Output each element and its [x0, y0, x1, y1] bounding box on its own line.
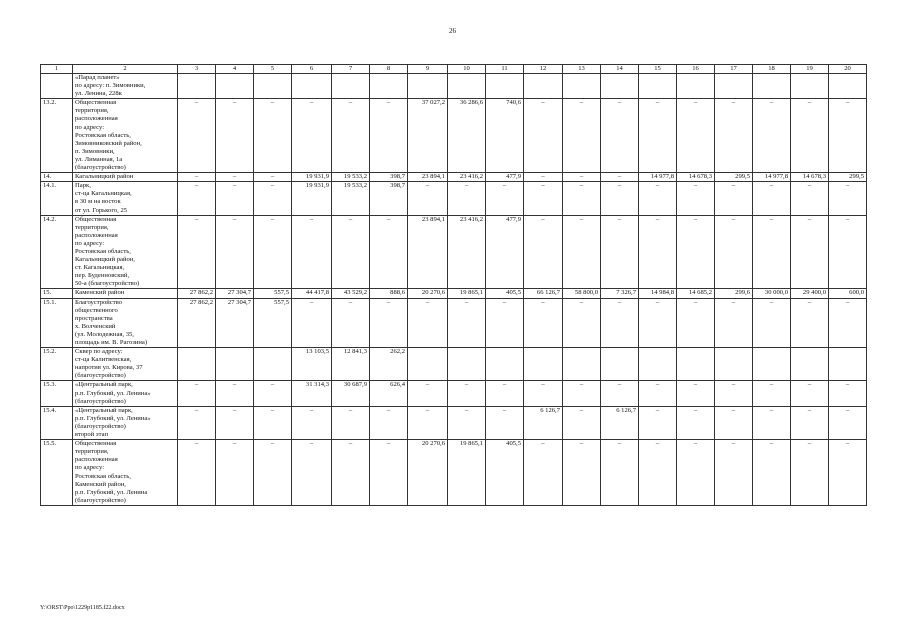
- value-cell: –: [292, 406, 332, 439]
- header-cell: 2: [73, 65, 178, 74]
- header-cell: 18: [753, 65, 791, 74]
- value-cell: –: [601, 381, 639, 406]
- value-cell: –: [601, 173, 639, 182]
- value-cell: –: [563, 440, 601, 506]
- value-cell: 58 800,0: [563, 289, 601, 298]
- value-cell: –: [791, 381, 829, 406]
- header-cell: 3: [178, 65, 216, 74]
- value-cell: –: [753, 440, 791, 506]
- value-cell: 19 533,2: [332, 173, 370, 182]
- value-cell: 398,7: [370, 173, 408, 182]
- value-cell: –: [563, 99, 601, 173]
- row-number: 15.5.: [41, 440, 73, 506]
- value-cell: –: [408, 406, 448, 439]
- value-cell: –: [791, 406, 829, 439]
- value-cell: [639, 74, 677, 99]
- value-cell: –: [715, 381, 753, 406]
- value-cell: [216, 74, 254, 99]
- value-cell: –: [254, 406, 292, 439]
- value-cell: –: [370, 298, 408, 348]
- header-cell: 6: [292, 65, 332, 74]
- value-cell: –: [178, 99, 216, 173]
- value-cell: 12 841,3: [332, 348, 370, 381]
- value-cell: –: [292, 298, 332, 348]
- header-cell: 20: [829, 65, 867, 74]
- value-cell: –: [448, 182, 486, 215]
- value-cell: –: [408, 381, 448, 406]
- value-cell: –: [791, 215, 829, 289]
- value-cell: –: [524, 298, 563, 348]
- value-cell: 27 304,7: [216, 289, 254, 298]
- header-cell: 17: [715, 65, 753, 74]
- value-cell: –: [254, 215, 292, 289]
- value-cell: –: [791, 99, 829, 173]
- value-cell: –: [677, 99, 715, 173]
- value-cell: –: [486, 182, 524, 215]
- value-cell: –: [370, 406, 408, 439]
- value-cell: 19 931,9: [292, 173, 332, 182]
- value-cell: 23 894,1: [408, 215, 448, 289]
- header-cell: 1: [41, 65, 73, 74]
- value-cell: –: [216, 406, 254, 439]
- value-cell: [486, 348, 524, 381]
- value-cell: [601, 348, 639, 381]
- value-cell: 740,6: [486, 99, 524, 173]
- value-cell: 13 103,5: [292, 348, 332, 381]
- value-cell: –: [486, 298, 524, 348]
- value-cell: –: [829, 99, 867, 173]
- value-cell: –: [715, 440, 753, 506]
- value-cell: –: [370, 440, 408, 506]
- value-cell: –: [563, 298, 601, 348]
- value-cell: [408, 74, 448, 99]
- value-cell: –: [254, 99, 292, 173]
- value-cell: [753, 74, 791, 99]
- value-cell: 19 533,2: [332, 182, 370, 215]
- value-cell: 23 894,1: [408, 173, 448, 182]
- table-row: [41, 173, 867, 182]
- row-number: 15.: [41, 289, 73, 298]
- value-cell: –: [524, 182, 563, 215]
- header-cell: 15: [639, 65, 677, 74]
- value-cell: [677, 348, 715, 381]
- value-cell: –: [601, 298, 639, 348]
- value-cell: –: [601, 182, 639, 215]
- row-name: Благоустройство общественного пространства х. Волченский (ул. Молодежная, 35, площадь им. В. Рагозина): [73, 298, 178, 348]
- value-cell: –: [829, 406, 867, 439]
- value-cell: [254, 348, 292, 381]
- table-row: [41, 348, 867, 381]
- value-cell: 7 326,7: [601, 289, 639, 298]
- row-number: 14.2.: [41, 215, 73, 289]
- value-cell: –: [524, 99, 563, 173]
- header-cell: 13: [563, 65, 601, 74]
- value-cell: –: [715, 298, 753, 348]
- value-cell: –: [639, 215, 677, 289]
- row-number: 13.2.: [41, 99, 73, 173]
- value-cell: 14 678,3: [677, 173, 715, 182]
- value-cell: –: [563, 215, 601, 289]
- value-cell: –: [178, 215, 216, 289]
- value-cell: –: [370, 99, 408, 173]
- value-cell: –: [791, 298, 829, 348]
- value-cell: [829, 74, 867, 99]
- value-cell: –: [486, 406, 524, 439]
- value-cell: –: [524, 173, 563, 182]
- value-cell: –: [677, 298, 715, 348]
- value-cell: 6 126,7: [601, 406, 639, 439]
- value-cell: 477,9: [486, 215, 524, 289]
- value-cell: –: [216, 440, 254, 506]
- value-cell: 14 678,3: [791, 173, 829, 182]
- header-cell: 5: [254, 65, 292, 74]
- value-cell: –: [254, 173, 292, 182]
- table-body: [41, 74, 867, 506]
- header-cell: 10: [448, 65, 486, 74]
- value-cell: –: [639, 99, 677, 173]
- row-number: 15.2.: [41, 348, 73, 381]
- row-number: 15.4.: [41, 406, 73, 439]
- row-name: «Парад планет» по адресу: п. Зимовники, ул. Ленина, 228к: [73, 74, 178, 99]
- value-cell: –: [829, 440, 867, 506]
- value-cell: [677, 74, 715, 99]
- row-name: Общественная территория, расположенная по адресу: Ростовская область, Каменский район, р.п. Глубокий, ул. Ленина (благоустройство): [73, 440, 178, 506]
- value-cell: –: [829, 381, 867, 406]
- value-cell: –: [216, 182, 254, 215]
- row-name: Парк, ст-ца Кагальницкая, в 30 м на восток от ул. Горького, 25: [73, 182, 178, 215]
- value-cell: –: [332, 215, 370, 289]
- value-cell: –: [448, 298, 486, 348]
- value-cell: –: [254, 182, 292, 215]
- value-cell: –: [524, 440, 563, 506]
- value-cell: 262,2: [370, 348, 408, 381]
- value-cell: 405,5: [486, 440, 524, 506]
- value-cell: –: [216, 381, 254, 406]
- header-cell: 8: [370, 65, 408, 74]
- table-row: [41, 440, 867, 506]
- value-cell: –: [486, 381, 524, 406]
- row-name: Кагальницкий район: [73, 173, 178, 182]
- value-cell: [486, 74, 524, 99]
- row-number: [41, 74, 73, 99]
- value-cell: –: [677, 381, 715, 406]
- value-cell: [370, 74, 408, 99]
- value-cell: –: [563, 406, 601, 439]
- row-number: 14.: [41, 173, 73, 182]
- table-row: [41, 406, 867, 439]
- file-path: Y:\ORST\Ppo\1229p1185.f22.docx: [40, 605, 125, 611]
- value-cell: –: [715, 182, 753, 215]
- table-row: [41, 381, 867, 406]
- value-cell: –: [448, 406, 486, 439]
- value-cell: 14 977,8: [639, 173, 677, 182]
- value-cell: [753, 348, 791, 381]
- value-cell: –: [753, 99, 791, 173]
- value-cell: 43 529,2: [332, 289, 370, 298]
- value-cell: –: [639, 298, 677, 348]
- row-number: 15.1.: [41, 298, 73, 348]
- value-cell: –: [753, 215, 791, 289]
- value-cell: [715, 74, 753, 99]
- header-cell: 7: [332, 65, 370, 74]
- value-cell: 14 984,8: [639, 289, 677, 298]
- value-cell: –: [753, 182, 791, 215]
- value-cell: 19 865,1: [448, 289, 486, 298]
- value-cell: –: [178, 381, 216, 406]
- value-cell: 14 977,8: [753, 173, 791, 182]
- value-cell: 27 862,2: [178, 289, 216, 298]
- value-cell: –: [524, 215, 563, 289]
- value-cell: –: [639, 406, 677, 439]
- value-cell: 66 126,7: [524, 289, 563, 298]
- header-row: [41, 65, 867, 74]
- value-cell: 299,5: [829, 173, 867, 182]
- value-cell: –: [639, 182, 677, 215]
- row-number: 14.1.: [41, 182, 73, 215]
- value-cell: –: [178, 173, 216, 182]
- row-name: Сквер по адресу: ст-ца Калитвенская, напротив ул. Кирова, 37 (благоустройство): [73, 348, 178, 381]
- header-cell: 11: [486, 65, 524, 74]
- value-cell: –: [292, 99, 332, 173]
- table-row: [41, 289, 867, 298]
- value-cell: –: [216, 173, 254, 182]
- row-name: Общественная территория, расположенная по адресу: Ростовская область, Кагальницкий район, ст. Кагальницкая, пер. Буденновский, 50-а (благоустройство): [73, 215, 178, 289]
- value-cell: 20 270,6: [408, 289, 448, 298]
- value-cell: –: [563, 173, 601, 182]
- value-cell: 23 416,2: [448, 173, 486, 182]
- header-cell: 4: [216, 65, 254, 74]
- value-cell: –: [601, 215, 639, 289]
- value-cell: –: [178, 182, 216, 215]
- value-cell: –: [715, 99, 753, 173]
- table-row: [41, 215, 867, 289]
- value-cell: –: [448, 381, 486, 406]
- value-cell: –: [639, 440, 677, 506]
- value-cell: –: [677, 215, 715, 289]
- value-cell: 405,5: [486, 289, 524, 298]
- value-cell: 626,4: [370, 381, 408, 406]
- value-cell: –: [677, 406, 715, 439]
- value-cell: –: [254, 381, 292, 406]
- row-name: Общественная территория, расположенная по адресу: Ростовская область, Зимовниковский район, п. Зимовники, ул. Лиманная, 1а (благоустройство): [73, 99, 178, 173]
- value-cell: [563, 74, 601, 99]
- value-cell: –: [292, 215, 332, 289]
- row-number: 15.3.: [41, 381, 73, 406]
- value-cell: [791, 348, 829, 381]
- row-name: Каменский район: [73, 289, 178, 298]
- value-cell: 6 126,7: [524, 406, 563, 439]
- value-cell: –: [408, 298, 448, 348]
- value-cell: 19 865,1: [448, 440, 486, 506]
- value-cell: –: [829, 298, 867, 348]
- value-cell: 31 314,3: [292, 381, 332, 406]
- value-cell: 27 304,7: [216, 298, 254, 348]
- value-cell: –: [791, 440, 829, 506]
- value-cell: –: [332, 99, 370, 173]
- value-cell: 23 416,2: [448, 215, 486, 289]
- value-cell: [178, 348, 216, 381]
- value-cell: 29 400,0: [791, 289, 829, 298]
- value-cell: –: [677, 440, 715, 506]
- value-cell: 888,6: [370, 289, 408, 298]
- header-cell: 19: [791, 65, 829, 74]
- value-cell: –: [677, 182, 715, 215]
- value-cell: –: [216, 99, 254, 173]
- value-cell: –: [292, 440, 332, 506]
- value-cell: 557,5: [254, 289, 292, 298]
- value-cell: 19 931,9: [292, 182, 332, 215]
- table-row: [41, 74, 867, 99]
- value-cell: 44 417,8: [292, 289, 332, 298]
- value-cell: –: [715, 215, 753, 289]
- value-cell: –: [829, 215, 867, 289]
- value-cell: –: [254, 440, 292, 506]
- value-cell: –: [791, 182, 829, 215]
- value-cell: 600,0: [829, 289, 867, 298]
- value-cell: 477,9: [486, 173, 524, 182]
- value-cell: [216, 348, 254, 381]
- value-cell: [639, 348, 677, 381]
- value-cell: 27 862,2: [178, 298, 216, 348]
- row-name: «Центральный парк, р.п. Глубокий, ул. Ленина» (благоустройство): [73, 381, 178, 406]
- value-cell: –: [332, 406, 370, 439]
- value-cell: [524, 348, 563, 381]
- value-cell: [563, 348, 601, 381]
- value-cell: [524, 74, 563, 99]
- value-cell: –: [178, 440, 216, 506]
- value-cell: [254, 74, 292, 99]
- value-cell: –: [408, 182, 448, 215]
- value-cell: –: [332, 440, 370, 506]
- page-number: 26: [449, 27, 456, 35]
- value-cell: [292, 74, 332, 99]
- value-cell: –: [829, 182, 867, 215]
- value-cell: [829, 348, 867, 381]
- value-cell: 299,5: [715, 173, 753, 182]
- header-cell: 12: [524, 65, 563, 74]
- value-cell: 20 270,6: [408, 440, 448, 506]
- value-cell: 30 687,9: [332, 381, 370, 406]
- value-cell: –: [216, 215, 254, 289]
- value-cell: 36 286,6: [448, 99, 486, 173]
- value-cell: [601, 74, 639, 99]
- value-cell: –: [715, 406, 753, 439]
- value-cell: –: [753, 298, 791, 348]
- value-cell: 557,5: [254, 298, 292, 348]
- value-cell: [178, 74, 216, 99]
- value-cell: [715, 348, 753, 381]
- value-cell: [791, 74, 829, 99]
- header-cell: 14: [601, 65, 639, 74]
- value-cell: 30 000,0: [753, 289, 791, 298]
- value-cell: [408, 348, 448, 381]
- row-name: «Центральный парк, р.п. Глубокий, ул. Ленина» (благоустройство) второй этап: [73, 406, 178, 439]
- value-cell: [332, 74, 370, 99]
- value-cell: –: [370, 215, 408, 289]
- value-cell: –: [563, 182, 601, 215]
- value-cell: –: [524, 381, 563, 406]
- budget-table: [40, 64, 867, 506]
- value-cell: 14 685,2: [677, 289, 715, 298]
- value-cell: –: [332, 298, 370, 348]
- value-cell: 37 027,2: [408, 99, 448, 173]
- value-cell: –: [178, 406, 216, 439]
- table-row: [41, 298, 867, 348]
- value-cell: 398,7: [370, 182, 408, 215]
- table-row: [41, 99, 867, 173]
- table-row: [41, 182, 867, 215]
- value-cell: –: [601, 99, 639, 173]
- value-cell: –: [639, 381, 677, 406]
- value-cell: –: [563, 381, 601, 406]
- header-cell: 16: [677, 65, 715, 74]
- value-cell: [448, 74, 486, 99]
- header-cell: 9: [408, 65, 448, 74]
- value-cell: –: [753, 381, 791, 406]
- value-cell: 299,6: [715, 289, 753, 298]
- value-cell: –: [601, 440, 639, 506]
- value-cell: –: [753, 406, 791, 439]
- value-cell: [448, 348, 486, 381]
